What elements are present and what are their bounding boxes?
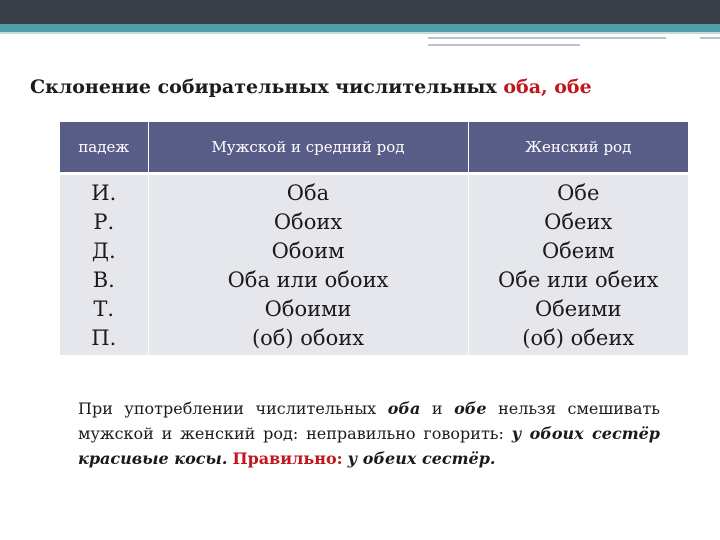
cases-column	[60, 174, 148, 356]
form-cell: Оба или обоих	[227, 268, 389, 292]
note-text: и	[420, 399, 455, 418]
case-label: Т.	[93, 297, 115, 321]
declension-table	[60, 122, 688, 355]
case-label: И.	[91, 181, 117, 205]
note-wrong-example: у обоих сестёр красивые косы.	[78, 424, 660, 468]
form-cell: Обеих	[544, 210, 613, 234]
header-masc-neut: Мужской и средний род	[148, 122, 468, 174]
note-text: нельзя смешивать мужской и женский род: неправильно говорить:	[78, 399, 661, 443]
note-right-label: Правильно:	[232, 449, 343, 468]
note-word-obe: обе	[454, 399, 487, 418]
form-cell: Обоим	[271, 239, 345, 263]
form-cell: (об) обеих	[522, 326, 635, 350]
masc-neut-column	[148, 174, 468, 356]
table-header-row	[60, 122, 688, 174]
usage-note	[78, 396, 660, 471]
decor-line	[428, 37, 666, 39]
feminine-column	[468, 174, 688, 356]
form-cell: Обеими	[534, 297, 622, 321]
form-cell: Обеим	[541, 239, 615, 263]
top-decor-stripe	[0, 24, 720, 32]
form-cell: Обе или обеих	[497, 268, 659, 292]
form-cell: Обоими	[264, 297, 352, 321]
decor-line	[428, 44, 580, 46]
case-label: В.	[92, 268, 115, 292]
note-word-oba: оба	[387, 399, 421, 418]
top-decor-thin	[0, 32, 720, 34]
note-right-example: у обеих сестёр.	[347, 449, 496, 468]
header-feminine: Женский род	[468, 122, 688, 174]
form-cell: (об) обоих	[251, 326, 365, 350]
top-decor-bar	[0, 0, 720, 24]
case-label: Р.	[93, 210, 115, 234]
form-cell: Обоих	[273, 210, 343, 234]
header-case: падеж	[60, 122, 148, 174]
title-main: Склонение собирательных числительных	[30, 76, 504, 98]
title-accent: оба, обе	[503, 76, 592, 98]
case-label: Д.	[91, 239, 116, 263]
form-cell: Обе	[557, 181, 600, 205]
slide-title	[30, 76, 710, 98]
form-cell: Оба	[286, 181, 330, 205]
case-label: П.	[91, 326, 117, 350]
decor-line	[700, 37, 720, 39]
note-text: При употреблении числительных	[78, 399, 388, 418]
table-row	[60, 174, 688, 356]
